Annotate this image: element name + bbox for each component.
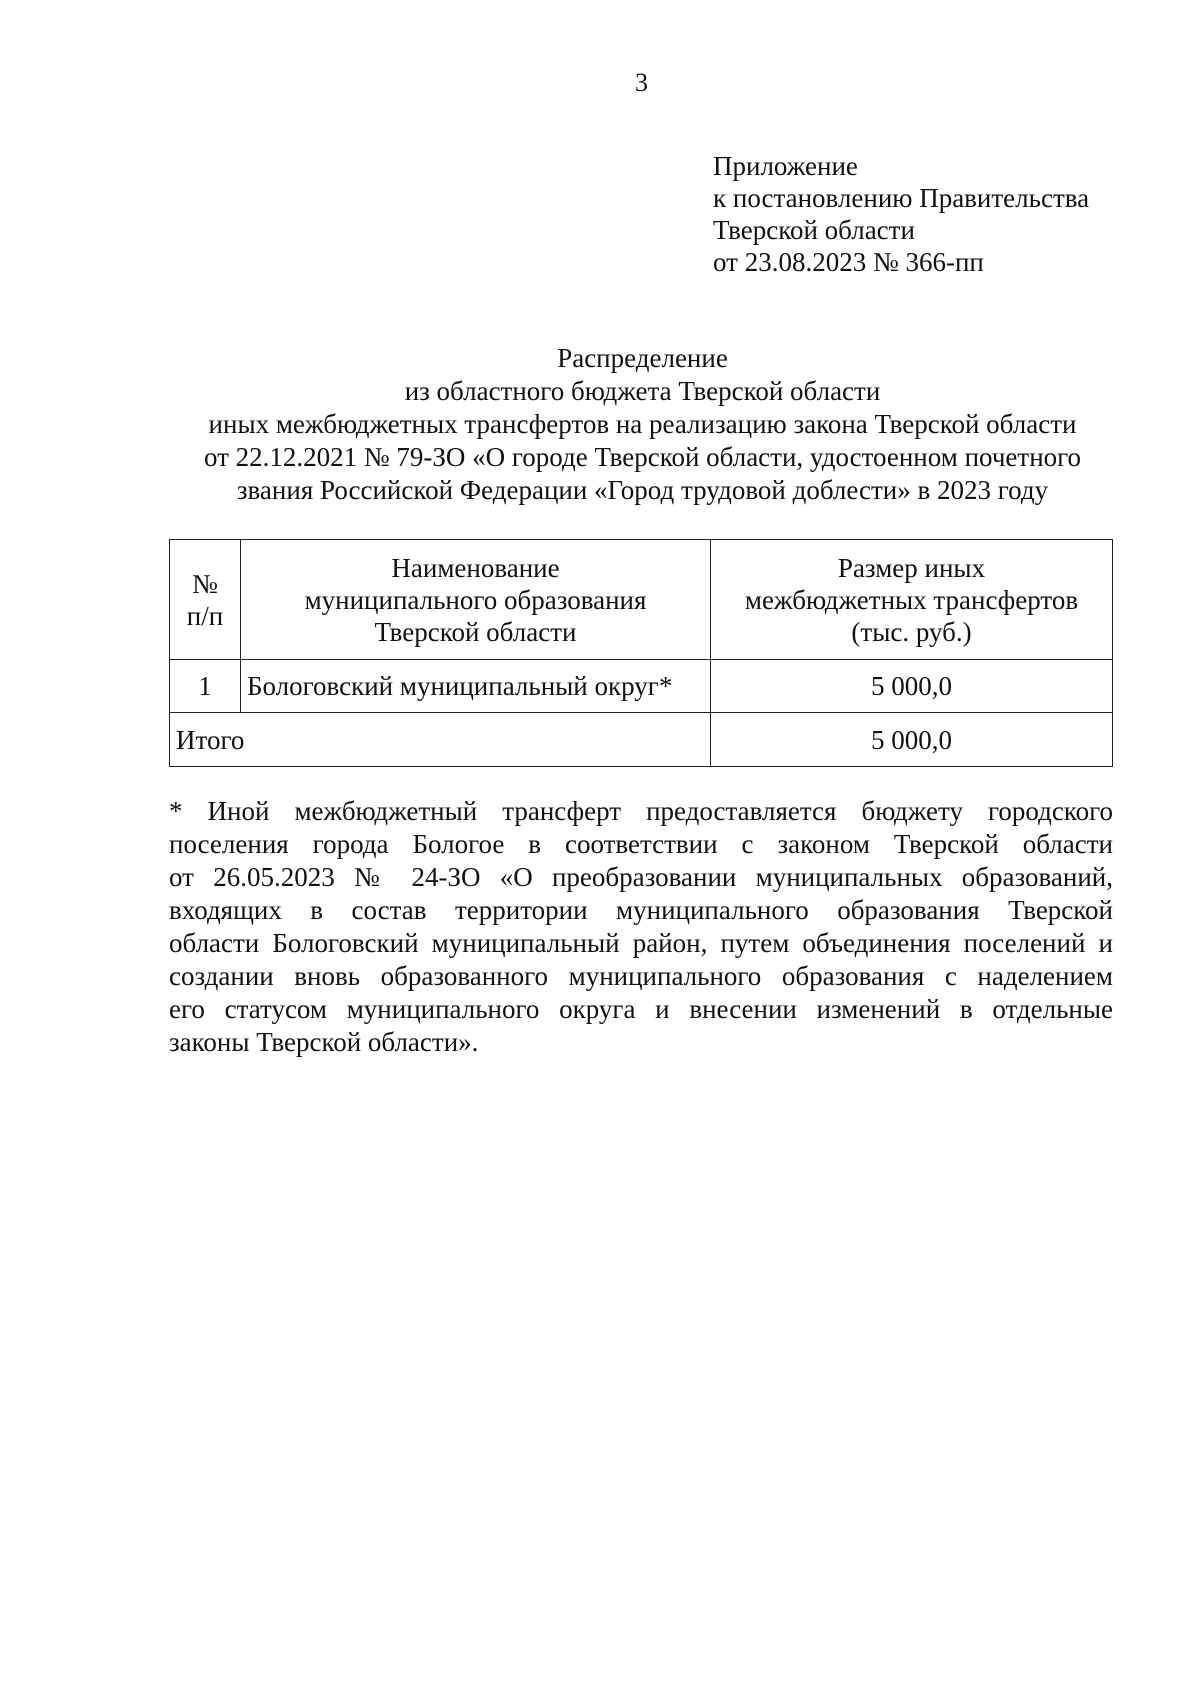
row-amount: 5 000,0 xyxy=(711,660,1113,713)
header-amount: Размер иных межбюджетных трансфертов (тыс. руб.) xyxy=(711,540,1113,660)
appendix-date-number: от 23.08.2023 № 366-пп xyxy=(713,247,984,277)
total-label: Итого xyxy=(170,713,711,767)
footnote-line: входящих в состав территории муниципального образования Тверской xyxy=(169,895,1113,925)
table-header-row xyxy=(170,540,1113,660)
appendix-line: Тверской области xyxy=(713,215,915,245)
footnote-line: области Бологовский муниципальный район, путем объединения поселений и xyxy=(169,928,1113,958)
appendix-line: Приложение xyxy=(713,151,858,181)
title-line: Распределение xyxy=(557,343,728,373)
footnote-line: создании вновь образованного муниципального образования с наделением xyxy=(169,961,1113,991)
appendix-line: к постановлению Правительства xyxy=(713,183,1090,213)
title-line: от 22.12.2021 № 79-ЗО «О городе Тверской области, удостоенном почетного xyxy=(203,442,1082,472)
header-municipality: Наименование муниципального образования Тверской области xyxy=(241,540,711,660)
total-amount: 5 000,0 xyxy=(711,713,1113,767)
footnote xyxy=(169,795,1113,1059)
distribution-table xyxy=(169,539,1113,767)
row-number: 1 xyxy=(170,660,241,713)
footnote-line: законы Тверской области». xyxy=(169,1027,479,1057)
title-line: из областного бюджета Тверской области xyxy=(404,376,881,406)
header-number: № п/п xyxy=(170,540,241,660)
title-line: иных межбюджетных трансфертов на реализацию закона Тверской области xyxy=(208,409,1077,439)
footnote-line: его статусом муниципального округа и внесении изменений в отдельные xyxy=(169,994,1113,1024)
footnote-line: поселения города Бологое в соответствии с законом Тверской области xyxy=(169,829,1113,859)
table-row xyxy=(170,660,1113,713)
page-number: 3 xyxy=(635,68,648,97)
footnote-line: от 26.05.2023 № 24-ЗО «О преобразовании муниципальных образований, xyxy=(169,862,1113,892)
footnote-line: * Иной межбюджетный трансферт предоставляется бюджету городского xyxy=(169,796,1113,826)
title-line: звания Российской Федерации «Город трудовой доблести» в 2023 году xyxy=(236,475,1049,505)
document-title xyxy=(150,342,1135,507)
appendix-reference xyxy=(713,150,1089,278)
table-total-row xyxy=(170,713,1113,767)
row-municipality: Бологовский муниципальный округ* xyxy=(241,660,711,713)
